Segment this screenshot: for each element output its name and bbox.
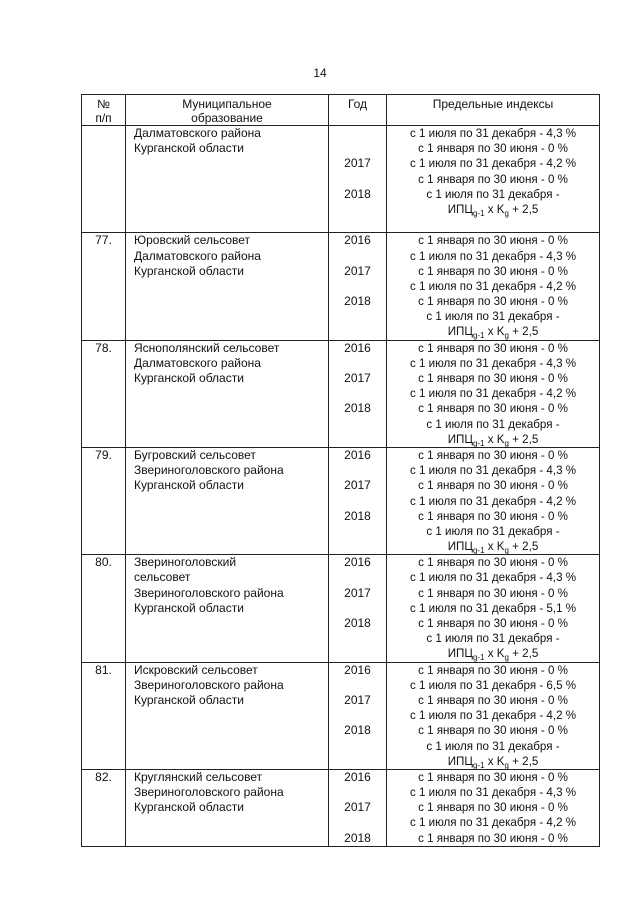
- municipality-cell: [126, 126, 329, 233]
- municipality-cell: [126, 769, 329, 846]
- year-line: 2016: [344, 555, 371, 570]
- formula-k-subscript: g: [504, 438, 509, 448]
- municipality-name-line: Курганской области: [134, 478, 244, 493]
- limit-indices-table: [81, 94, 600, 847]
- year-line: [329, 249, 386, 264]
- municipality-name-line: сельсовет: [134, 570, 191, 585]
- formula-plus-constant: + 2,5: [508, 202, 539, 216]
- municipality-name-line: Далматовского района: [134, 248, 261, 263]
- municipality-cell: [126, 340, 329, 447]
- year-line: [329, 417, 386, 432]
- year-line: 2018: [344, 723, 371, 738]
- row-number: 79.: [95, 447, 112, 462]
- year-line: [329, 279, 386, 294]
- header-num: [82, 95, 126, 126]
- index-line: с 1 января по 30 июня - 0 %: [418, 556, 568, 570]
- year-line: 2016: [344, 447, 371, 462]
- year-line: [329, 126, 386, 141]
- formula-ipc-subscript: g-1: [472, 208, 485, 218]
- table-row: [82, 769, 600, 846]
- year-cell: [329, 769, 387, 846]
- index-line: с 1 января по 30 июня - 0 %: [418, 341, 568, 355]
- header-year-text: Год: [347, 97, 368, 111]
- municipality-name-line: [126, 187, 328, 202]
- index-formula: [387, 539, 599, 554]
- year-line: [329, 678, 386, 693]
- index-line: с 1 января по 30 июня - 0 %: [418, 172, 568, 186]
- year-line: 2016: [344, 233, 371, 248]
- index-line: с 1 января по 30 июня - 0 %: [418, 693, 568, 707]
- formula-ipc: ИПЦ: [447, 432, 473, 446]
- index-line: с 1 января по 30 июня - 0 %: [418, 586, 568, 600]
- municipality-cell: [126, 233, 329, 340]
- municipality-name-line: [126, 172, 328, 187]
- index-formula: [387, 202, 599, 217]
- row-number: 82.: [95, 769, 112, 784]
- index-formula: [387, 432, 599, 447]
- municipality-name-line: Круглянский сельсовет: [134, 769, 263, 784]
- formula-k-subscript: g: [504, 760, 509, 770]
- municipality-name-line: [126, 156, 328, 171]
- municipality-name-line: Далматовского района: [134, 126, 261, 140]
- municipality-name-line: Яснополянский сельсовет: [134, 340, 280, 355]
- municipality-name-line: Курганской области: [134, 692, 244, 707]
- municipality-cell: [126, 662, 329, 769]
- formula-ipc-subscript: g-1: [472, 546, 485, 556]
- municipality-name-line: Юровский сельсовет: [134, 233, 251, 248]
- table-header-row: [82, 95, 600, 126]
- year-cell: [329, 555, 387, 662]
- year-line: 2017: [344, 156, 371, 171]
- page-number: 14: [313, 66, 327, 80]
- year-line: 2016: [344, 340, 371, 355]
- row-number: 80.: [95, 555, 112, 570]
- index-line: с 1 июля по 31 декабря -: [426, 417, 560, 431]
- table-row: [82, 340, 600, 447]
- year-line: [329, 539, 386, 554]
- index-line: с 1 января по 30 июня - 0 %: [418, 509, 568, 523]
- table-row: [82, 662, 600, 769]
- index-line: с 1 января по 30 июня - 0 %: [418, 770, 568, 784]
- index-line: с 1 июля по 31 декабря -: [426, 187, 560, 201]
- index-line: с 1 июля по 31 декабря -: [426, 632, 560, 646]
- row-number: 81.: [95, 662, 112, 677]
- municipality-name-line: Искровский сельсовет: [134, 662, 258, 677]
- index-line: с 1 июля по 31 декабря -: [426, 739, 560, 753]
- year-line: [329, 754, 386, 769]
- formula-times-k: x K: [484, 754, 505, 768]
- municipality-name-line: Курганской области: [134, 141, 244, 156]
- indices-cell: [387, 662, 600, 769]
- formula-times-k: x K: [484, 540, 505, 554]
- municipality-name-line: [126, 202, 328, 217]
- header-indices-text: Предельные индексы: [432, 97, 554, 111]
- year-line: [329, 202, 386, 217]
- index-line: с 1 января по 30 июня - 0 %: [418, 295, 568, 309]
- row-number-cell: [82, 769, 126, 846]
- index-line: с 1 января по 30 июня - 0 %: [418, 724, 568, 738]
- indices-cell: [387, 769, 600, 846]
- indices-cell: [387, 447, 600, 554]
- municipality-name-line: Звериноголовский: [134, 555, 237, 570]
- index-line: с 1 января по 30 июня - 0 %: [418, 264, 568, 278]
- year-cell: [329, 233, 387, 340]
- year-cell: [329, 340, 387, 447]
- index-line: с 1 января по 30 июня - 0 %: [418, 801, 568, 815]
- header-num-text: № п/п: [95, 97, 112, 125]
- year-line: 2017: [344, 585, 371, 600]
- table-body: [82, 126, 600, 847]
- indices-cell: [387, 555, 600, 662]
- municipality-name-line: Звериноголовского района: [134, 585, 284, 600]
- header-municipality: [126, 95, 329, 126]
- year-line: [329, 309, 386, 324]
- municipality-name-line: Звериноголовского района: [134, 677, 284, 692]
- table-row: [82, 233, 600, 340]
- index-line: с 1 января по 30 июня - 0 %: [418, 663, 568, 677]
- row-number-cell: [82, 126, 126, 233]
- year-line: [329, 386, 386, 401]
- row-number-cell: [82, 447, 126, 554]
- year-line: [329, 432, 386, 447]
- municipality-name-line: Курганской области: [134, 263, 244, 278]
- row-number: 78.: [95, 340, 112, 355]
- index-line: с 1 января по 30 июня - 0 %: [418, 479, 568, 493]
- year-line: [329, 141, 386, 156]
- year-line: 2018: [344, 508, 371, 523]
- index-line: с 1 января по 30 июня - 0 %: [418, 142, 568, 156]
- row-number-cell: [82, 233, 126, 340]
- year-cell: [329, 126, 387, 233]
- year-cell: [329, 447, 387, 554]
- year-line: 2018: [344, 186, 371, 201]
- index-line: с 1 января по 30 июня - 0 %: [418, 402, 568, 416]
- year-line: 2018: [344, 401, 371, 416]
- year-line: [329, 217, 386, 232]
- formula-ipc-subscript: g-1: [472, 438, 485, 448]
- year-line: [329, 463, 386, 478]
- municipality-cell: [126, 555, 329, 662]
- index-line: с 1 июля по 31 декабря - 4,2 %: [409, 494, 577, 508]
- formula-ipc: ИПЦ: [447, 540, 473, 554]
- year-line: 2018: [344, 830, 371, 845]
- municipality-name-line: Курганской области: [134, 371, 244, 385]
- formula-k-subscript: g: [504, 653, 509, 663]
- index-line: с 1 января по 30 июня - 0 %: [418, 831, 568, 845]
- year-line: 2018: [344, 294, 371, 309]
- indices-cell: [387, 126, 600, 233]
- formula-k-subscript: g: [504, 331, 509, 341]
- index-formula: [387, 754, 599, 769]
- index-line: с 1 июля по 31 декабря - 4,2 %: [409, 387, 577, 401]
- index-line: с 1 июля по 31 декабря - 4,3 %: [409, 786, 577, 800]
- indices-cell: [387, 233, 600, 340]
- year-line: [329, 646, 386, 661]
- year-line: [329, 494, 386, 509]
- formula-k-subscript: g: [504, 208, 509, 218]
- table-row: [82, 126, 600, 233]
- year-line: [329, 524, 386, 539]
- formula-ipc: ИПЦ: [447, 202, 473, 216]
- year-line: [329, 601, 386, 616]
- year-cell: [329, 662, 387, 769]
- municipality-name-line: Курганской области: [134, 600, 244, 615]
- index-line: с 1 января по 30 июня - 0 %: [418, 234, 568, 248]
- row-number: 77.: [95, 233, 112, 248]
- index-line: с 1 июля по 31 декабря - 4,3 %: [409, 356, 577, 370]
- index-line: с 1 июля по 31 декабря -: [426, 310, 560, 324]
- formula-ipc: ИПЦ: [447, 325, 473, 339]
- formula-k-subscript: g: [504, 546, 509, 556]
- municipality-name-line: Звериноголовского района: [134, 463, 284, 478]
- year-line: [329, 785, 386, 800]
- index-line: с 1 июля по 31 декабря - 4,3 %: [409, 464, 577, 478]
- table-row: [82, 447, 600, 554]
- year-line: 2016: [344, 769, 371, 784]
- formula-times-k: x K: [484, 432, 505, 446]
- year-line: [329, 570, 386, 585]
- year-line: [329, 172, 386, 187]
- indices-cell: [387, 340, 600, 447]
- year-line: 2017: [344, 692, 371, 707]
- row-number-cell: [82, 340, 126, 447]
- index-line: с 1 июля по 31 декабря - 4,2 %: [409, 157, 577, 171]
- formula-plus-constant: + 2,5: [508, 647, 539, 661]
- row-number: [82, 126, 125, 141]
- header-municipality-text: Муниципальное образование: [182, 97, 272, 125]
- index-line: с 1 июля по 31 декабря - 4,3 %: [409, 127, 577, 140]
- header-indices: [387, 95, 600, 126]
- index-line: с 1 января по 30 июня - 0 %: [418, 372, 568, 385]
- index-line: с 1 июля по 31 декабря - 4,2 %: [409, 709, 577, 723]
- year-line: [329, 631, 386, 646]
- municipality-name-line: Звериноголовского района: [134, 785, 284, 800]
- formula-times-k: x K: [484, 202, 505, 216]
- index-formula: [387, 646, 599, 661]
- year-line: [329, 324, 386, 339]
- table-row: [82, 555, 600, 662]
- index-line: с 1 января по 30 июня - 0 %: [418, 448, 568, 462]
- year-line: 2017: [344, 371, 371, 385]
- municipality-cell: [126, 447, 329, 554]
- year-line: [329, 708, 386, 723]
- header-year: [329, 95, 387, 126]
- index-line: с 1 июля по 31 декабря - 4,3 %: [409, 249, 577, 263]
- row-number-cell: [82, 555, 126, 662]
- formula-plus-constant: + 2,5: [508, 432, 539, 446]
- index-line: с 1 июля по 31 декабря - 4,2 %: [409, 279, 577, 293]
- formula-ipc-subscript: g-1: [472, 760, 485, 770]
- formula-plus-constant: + 2,5: [508, 754, 539, 768]
- year-line: [329, 815, 386, 830]
- formula-ipc-subscript: g-1: [472, 331, 485, 341]
- municipality-name-line: Курганской области: [134, 800, 244, 815]
- year-line: 2017: [344, 263, 371, 278]
- index-line: с 1 июля по 31 декабря - 4,2 %: [409, 816, 577, 830]
- year-line: [329, 356, 386, 371]
- year-line: [329, 739, 386, 754]
- year-line: 2017: [344, 800, 371, 815]
- formula-plus-constant: + 2,5: [508, 540, 539, 554]
- row-number-cell: [82, 662, 126, 769]
- index-line: с 1 января по 30 июня - 0 %: [418, 617, 568, 630]
- year-line: 2016: [344, 662, 371, 677]
- index-formula: [387, 324, 599, 339]
- municipality-name-line: Далматовского района: [134, 355, 261, 370]
- index-line: с 1 июля по 31 декабря - 4,3 %: [409, 571, 577, 585]
- formula-ipc-subscript: g-1: [472, 653, 485, 663]
- formula-ipc: ИПЦ: [447, 754, 473, 768]
- year-line: 2017: [344, 478, 371, 493]
- year-line: 2018: [344, 616, 371, 630]
- formula-times-k: x K: [484, 325, 505, 339]
- index-line: с 1 июля по 31 декабря - 5,1 %: [409, 601, 577, 615]
- municipality-name-line: Бугровский сельсовет: [134, 447, 256, 462]
- formula-ipc: ИПЦ: [447, 647, 473, 661]
- index-line: с 1 июля по 31 декабря -: [426, 524, 560, 538]
- index-line: с 1 июля по 31 декабря - 6,5 %: [409, 678, 577, 692]
- formula-plus-constant: + 2,5: [508, 325, 539, 339]
- formula-times-k: x K: [484, 647, 505, 661]
